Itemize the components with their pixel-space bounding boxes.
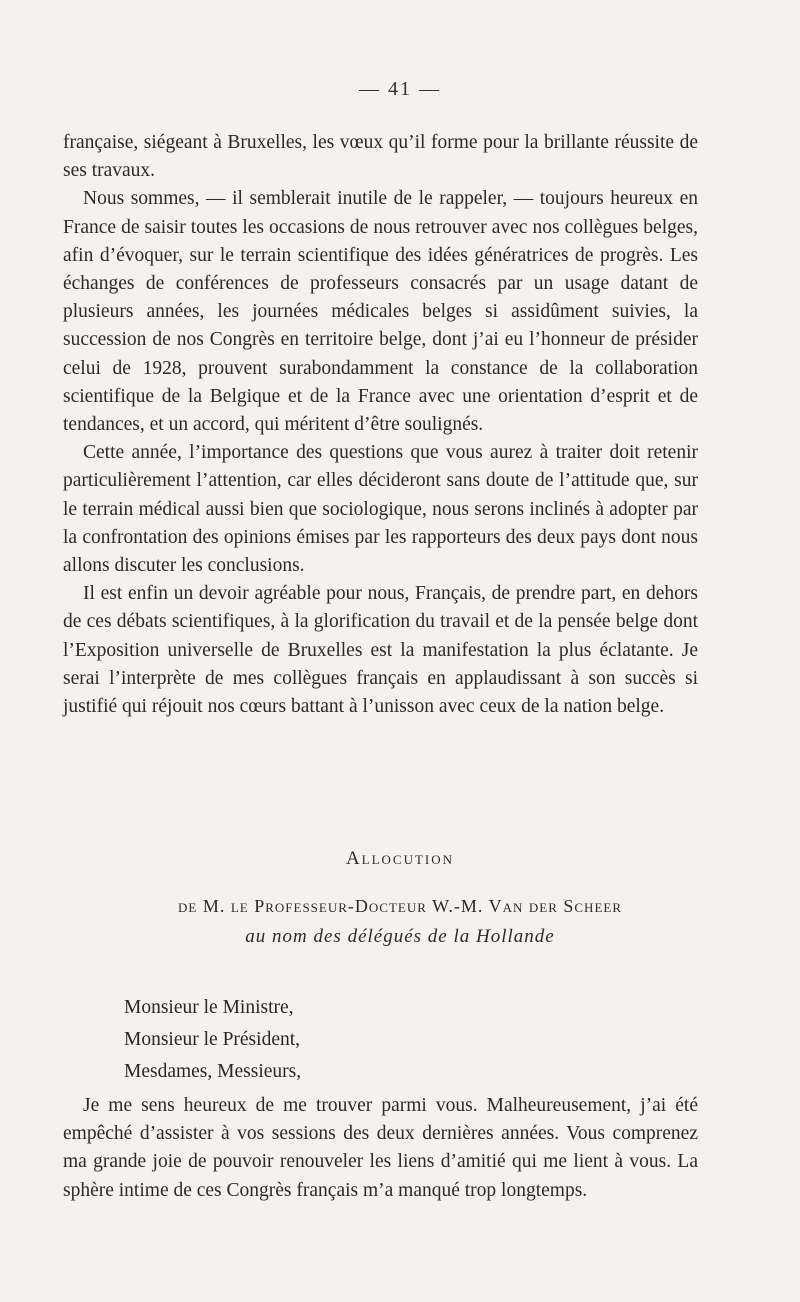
paragraph-continuation: française, siégeant à Bruxelles, les vœux qu’il forme pour la brillante réussite de ses travaux. — [63, 132, 698, 182]
salutation-line: Mesdames, Messieurs, — [124, 1061, 302, 1082]
section-title: Allocution — [345, 848, 455, 869]
salutation-line: Monsieur le Ministre, — [124, 997, 294, 1018]
paragraph: Je me sens heureux de me trouver parmi vous. Malheureusement, j’ai été empêché d’assister à vos sessions des deux dernières années. Vous comprenez ma grande joie de pouvoir renouveler les liens d’amitié qui me lient à vous. La sphère intime de ces Congrès français m’a manqué trop longtemps. — [63, 1095, 698, 1201]
salutation-line: Monsieur le Président, — [124, 1029, 301, 1050]
paragraph: Nous sommes, — il semblerait inutile de le rappeler, — toujours heureux en France de saisir toutes les occasions de nous retrouver avec nos collègues belges, afin d’évoquer, sur le terrain scientifique des idées génératrices de progrès. Les échanges de conférences de professeurs consacrés par un usage datant de plusieurs années, les journées médicales belges si assidûment suivies, la succession de nos Congrès en territoire belge, dont j’ai eu l’honneur de présider celui de 1928, prouvent surabondamment la constance de la collaboration scientifique de la Belgique et de la France avec une orientation d’esprit et de tendances, et un accord, qui méritent d’être soulignés. — [63, 188, 698, 436]
body-text-bottom — [63, 1092, 698, 1205]
section-author-line: de M. le Professeur-Docteur W.-M. Van der Scheer — [178, 896, 622, 916]
section-subtitle: au nom des délégués de la Hollande — [245, 926, 555, 947]
body-text-top — [63, 129, 698, 721]
paragraph: Il est enfin un devoir agréable pour nous, Français, de prendre part, en dehors de ces débats scientifiques, à la glorification du travail et de la pensée belge dont l’Exposition universelle de Bruxelles est la manifestation la plus éclatante. Je serai l’interprète de mes collègues français en applaudissant à son succès si justifié qui réjouit nos cœurs battant à l’unisson avec ceux de la nation belge. — [63, 583, 698, 718]
page-number: — 41 — — [359, 78, 441, 100]
paragraph: Cette année, l’importance des questions que vous aurez à traiter doit retenir particulièrement l’attention, car elles décideront sans doute de l’attitude que, sur le terrain médical aussi bien que sociologique, nous serons inclinés à adopter par la confrontation des opinions émises par les rapporteurs des deux pays dont nous allons discuter les conclusions. — [63, 442, 698, 577]
salutation-block — [124, 992, 301, 1088]
